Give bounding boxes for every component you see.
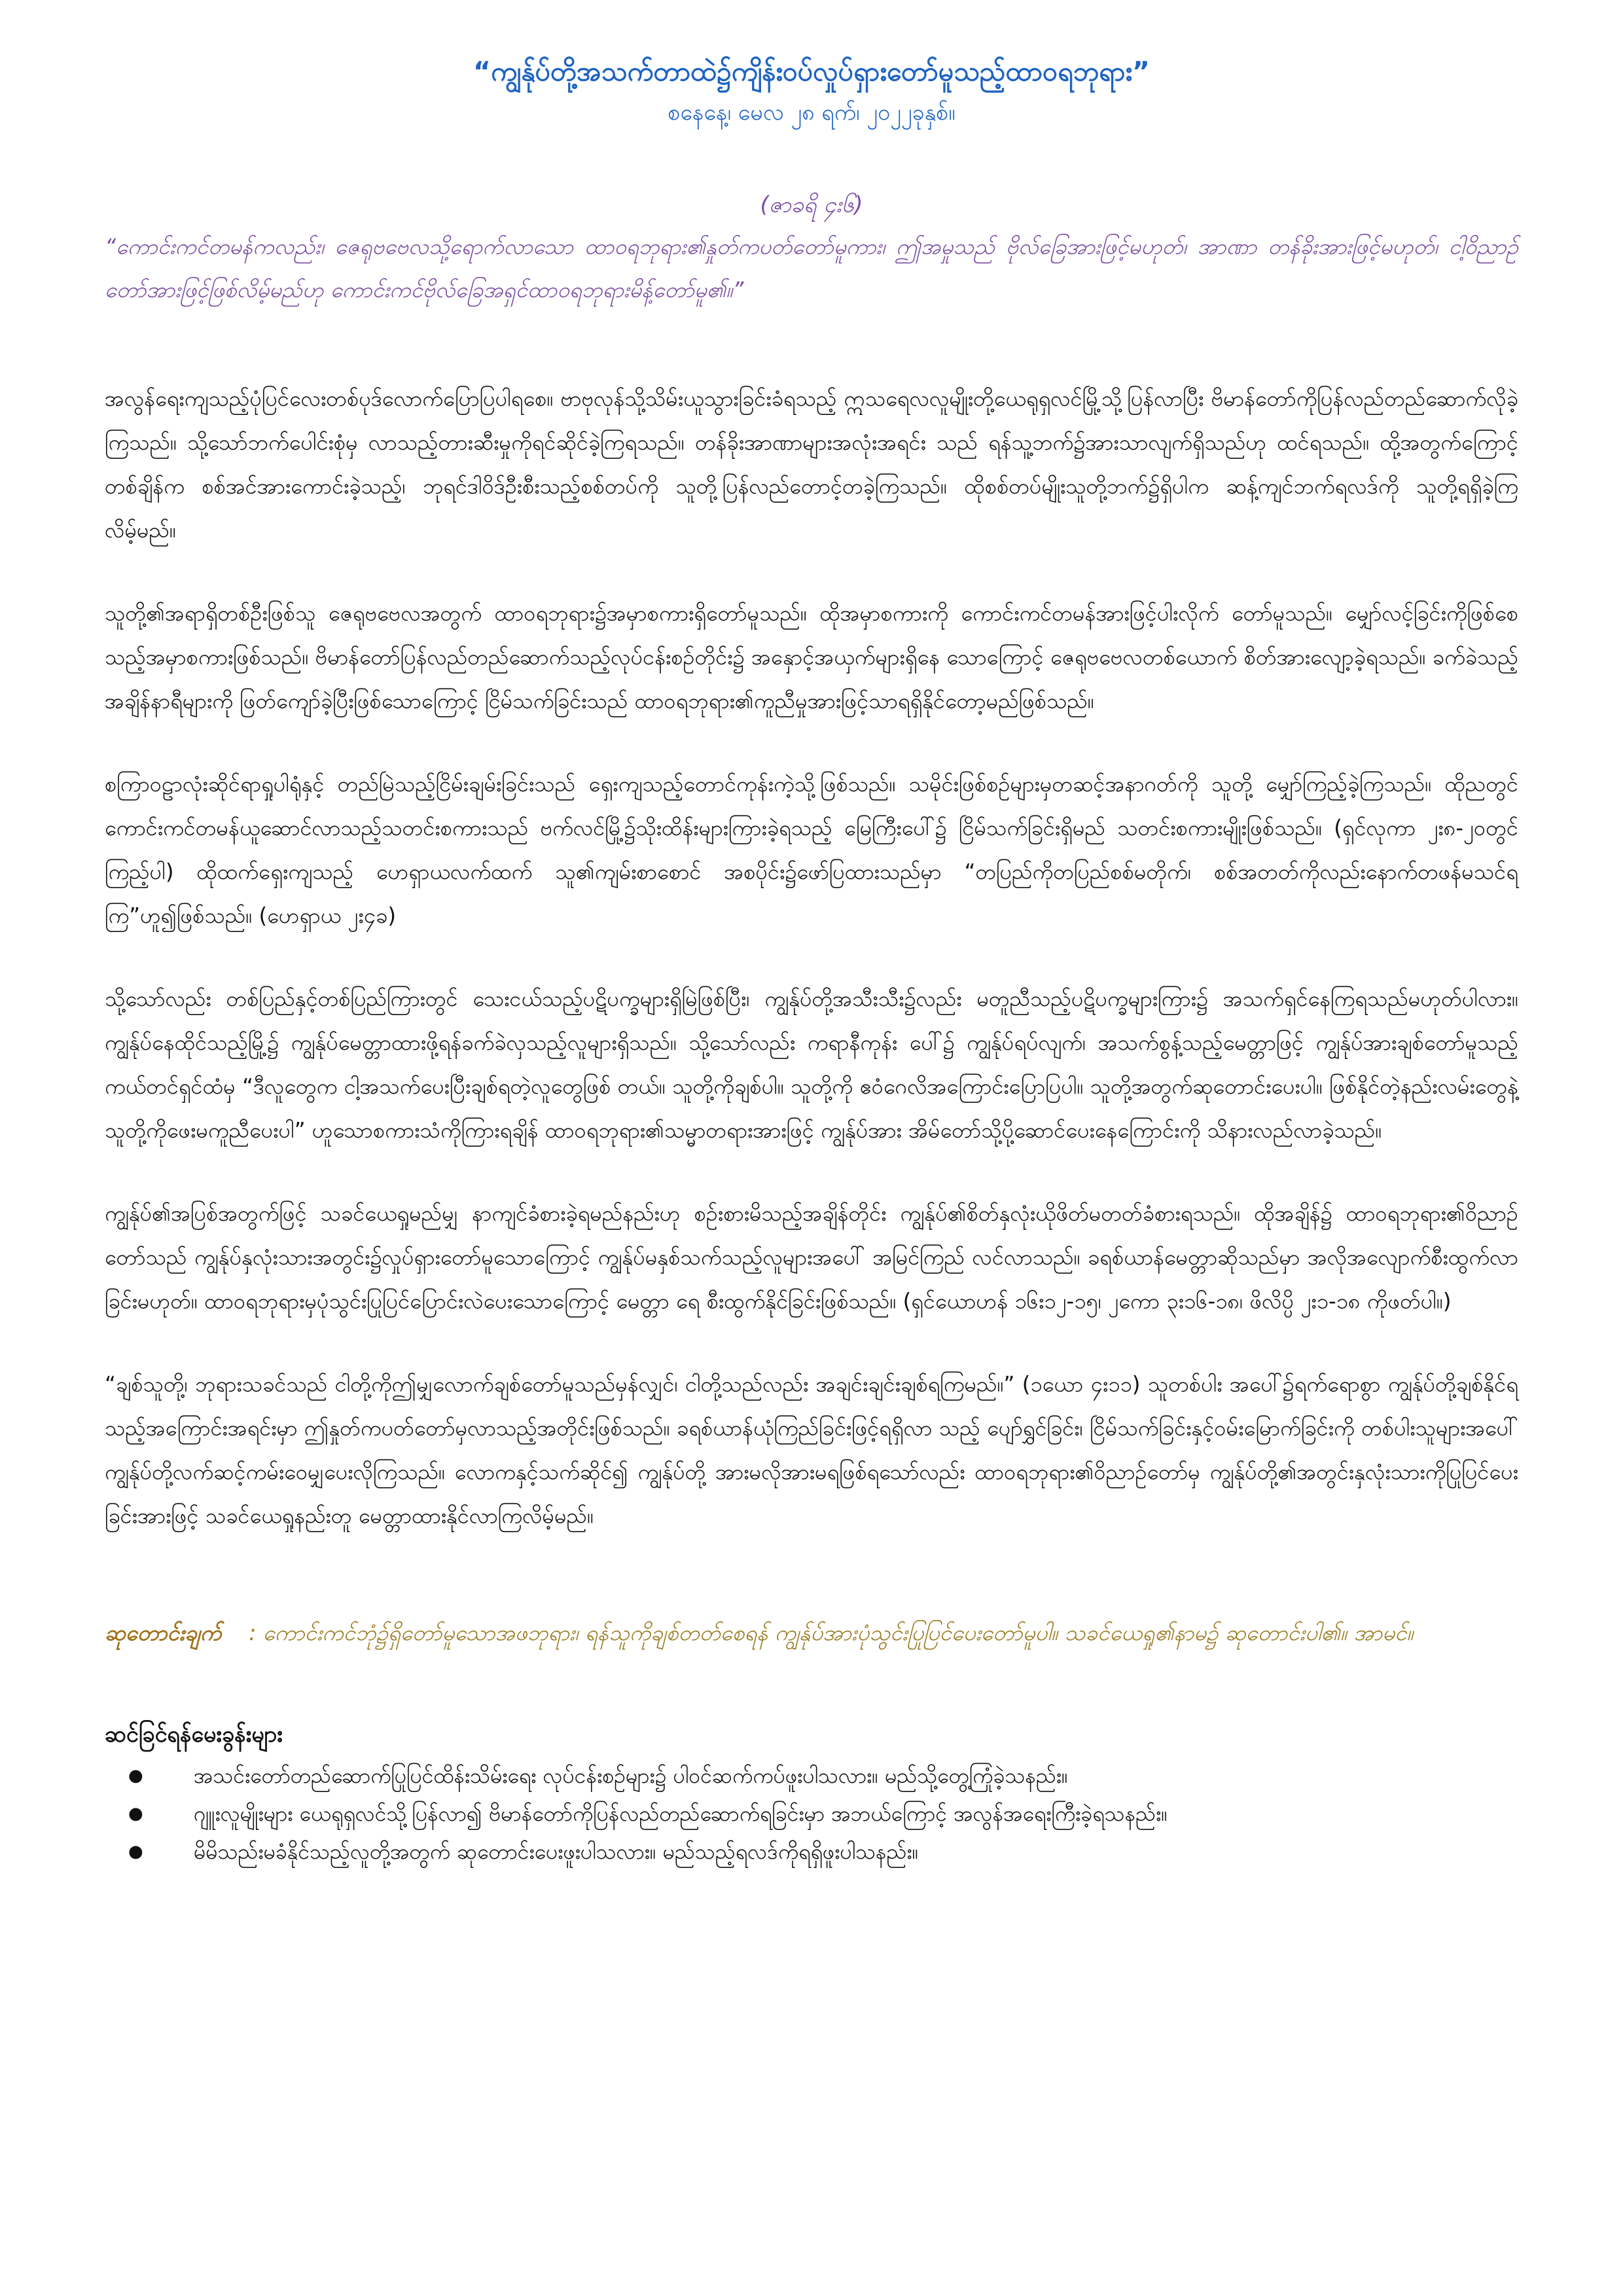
body-paragraph: “ချစ်သူတို့၊ ဘုရားသခင်သည် ငါတို့ကိုဤမျှလောက်ချစ်တော်မူသည်မှန်လျှင်၊ ငါတို့သည်လည်း အချင်းချင်းချစ်ရကြမည်။” (၁ယော ၄း၁၁) သူတစ်ပါး အပေါ်၌ရက်ရောစွာ ကျွန်ုပ်တို့ချစ်နိုင်ရသည့်အကြောင်းအရင်းမှာ ဤနှုတ်ကပတ်တော်မှလာသည့်အတိုင်းဖြစ်သည်။ ခရစ်ယာန်ယုံကြည်ခြင်းဖြင့်ရရှိလာ သည့် ပျော်ရွှင်ခြင်း၊ ငြိမ်သက်ခြင်းနှင့်ဝမ်းမြောက်ခြင်းကို တစ်ပါးသူများအပေါ် ကျွန်ုပ်တို့လက်ဆင့်ကမ်းဝေမျှပေးလိုကြသည်။ လောကနှင့်သက်ဆိုင်၍ ကျွန်ုပ်တို့ အားမလိုအားမရဖြစ်ရသော်လည်း ထာဝရဘုရား၏ဝိညာဉ်တော်မှ ကျွန်ုပ်တို့၏အတွင်းနှလုံးသားကိုပြုပြင်ပေးခြင်းအားဖြင့် သခင်ယေရှုနည်းတူ မေတ္တာထားနိုင်လာကြလိမ့်မည်။ bbox=[105, 1372, 1518, 1528]
bullet-icon: ● bbox=[128, 1842, 143, 1861]
body-paragraph: ကျွန်ုပ်၏အပြစ်အတွက်ဖြင့် သခင်ယေရှုမည်မျှ နာကျင်ခံစားခဲ့ရမည်နည်းဟု စဉ်းစားမိသည့်အချိန်တိုင်း ကျွန်ုပ်၏စိတ်နှလုံးယိုဖိတ်မတတ်ခံစားရသည်။ ထိုအချိန်၌ ထာဝရဘုရား၏ဝိညာဉ်တော်သည် ကျွန်ုပ်နှလုံးသားအတွင်း၌လှုပ်ရှားတော်မူသောကြောင့် ကျွန်ုပ်မနှစ်သက်သည့်လူများအပေါ် အမြင်ကြည် လင်လာသည်။ ခရစ်ယာန်မေတ္တာဆိုသည်မှာ အလိုအလျောက်စီးထွက်လာခြင်းမဟုတ်။ ထာဝရဘုရားမှပုံသွင်းပြုပြင်ပြောင်းလဲပေးသောကြောင့် မေတ္တာ ရေ စီးထွက်နိုင်ခြင်းဖြစ်သည်။ (ရှင်ယောဟန် ၁၆း၁၂-၁၅၊ ၂ကော ၃း၁၆-၁၈၊ ဖိလိပ္ပိ ၂း၁-၁၈ ကိုဖတ်ပါ။) bbox=[105, 1201, 1518, 1314]
scripture-text: “ကောင်းကင်တမန်ကလည်း၊ ဇေရုဗဗေလသို့ရောက်လာသော ထာဝရဘုရား၏နှုတ်ကပတ်တော်မူကား၊ ဤအမှုသည် ဗိုလ်ခြေအားဖြင့်မဟုတ်၊ အာဏာ တန်ခိုးအားဖြင့်မဟုတ်၊ ငါ့ဝိညာဉ်တော်အားဖြင့်ဖြစ်လိမ့်မည်ဟု ကောင်းကင်ဗိုလ်ခြေအရှင်ထာဝရဘုရားမိန့်တော်မူ၏။” bbox=[105, 234, 1518, 302]
scripture-reference: (ဇာခရိ ၄း၆) bbox=[760, 192, 863, 218]
body-paragraph: သို့သော်လည်း တစ်ပြည်နှင့်တစ်ပြည်ကြားတွင် သေးငယ်သည့်ပဋိပက္ခများရှိမြဲဖြစ်ပြီး၊ ကျွန်ုပ်တို့အသီးသီး၌လည်း မတူညီသည့်ပဋိပက္ခများကြား၌ အသက်ရှင်နေကြရသည်မဟုတ်ပါလား။ ကျွန်ုပ်နေထိုင်သည့်မြို့၌ ကျွန်ုပ်မေတ္တာထားဖို့ရန်ခက်ခဲလှသည့်လူများရှိသည်။ သို့သော်လည်း ကရာနီကုန်း ပေါ်၌ ကျွန်ုပ်ရပ်လျက်၊ အသက်စွန့်သည့်မေတ္တာဖြင့် ကျွန်ုပ်အားချစ်တော်မူသည့်ကယ်တင်ရှင်ထံမှ “ဒီလူတွေက ငါ့အသက်ပေးပြီးချစ်ရတဲ့လူတွေဖြစ် တယ်။ သူတို့ကိုချစ်ပါ။ သူတို့ကို ဧဝံဂေလိအကြောင်းပြောပြပါ။ သူတို့အတွက်ဆုတောင်းပေးပါ။ ဖြစ်နိုင်တဲ့နည်းလမ်းတွေနဲ့ သူတို့ကိုဖေးမကူညီပေးပါ” ဟူသောစကားသံကိုကြားရချိန် ထာဝရဘုရား၏သမ္မာတရားအားဖြင့် ကျွန်ုပ်အား အိမ်တော်သို့ပို့ဆောင်ပေးနေကြောင်းကို သိနားလည်လာခဲ့သည်။ bbox=[105, 986, 1518, 1143]
bullet-icon: ● bbox=[128, 1804, 143, 1823]
question-text: မိမိသည်းမခံနိုင်သည့်လူတို့အတွက် ဆုတောင်းပေးဖူးပါသလား။ မည်သည့်ရလဒ်ကိုရရှိဖူးပါသနည်း။ bbox=[194, 1839, 919, 1864]
prayer-label: ဆုတောင်းချက် bbox=[105, 1620, 222, 1645]
list-item bbox=[128, 1833, 1518, 1871]
body-paragraph: စကြာဝဠာလုံးဆိုင်ရာရှုပါရုံနှင့် တည်မြဲသည့်ငြိမ်းချမ်းခြင်းသည် ရှေးကျသည့်တောင်ကုန်းကဲ့သို့ဖြစ်သည်။ သမိုင်းဖြစ်စဉ်များမှတဆင့်အနာဂတ်ကို သူတို့ မျှော်ကြည့်ခဲ့ကြသည်။ ထိုညတွင်ကောင်းကင်တမန်ယူဆောင်လာသည့်သတင်းစကားသည် ဗက်လင်မြို့၌သိုးထိန်းများကြားခဲ့ရသည့် မြေကြီးပေါ်၌ ငြိမ်သက်ခြင်းရှိမည် သတင်းစကားမျိုးဖြစ်သည်။ (ရှင်လုကာ ၂း၈-၂၀တွင်ကြည့်ပါ) ထိုထက်ရှေးကျသည့် ဟေရှာယလက်ထက် သူ၏ကျမ်းစာစောင် အစပိုင်း၌ဖော်ပြထားသည်မှာ “တပြည်ကိုတပြည်စစ်မတိုက်၊ စစ်အတတ်ကိုလည်းနောက်တဖန်မသင်ရကြ”ဟူ၍ဖြစ်သည်။ (ဟေရှာယ ၂း၄ခ) bbox=[105, 772, 1518, 928]
questions-list bbox=[105, 1757, 1518, 1871]
prayer-text: : ကောင်းကင်ဘုံ၌ရှိတော်မူသောအဖဘုရား၊ ရန်သူကိုချစ်တတ်စေရန် ကျွန်ုပ်အားပုံသွင်းပြုပြင်ပေးတော်မူပါ။ သခင်ယေရှု၏နာမ၌ ဆုတောင်းပါ၏။ အာမင်။ bbox=[249, 1620, 1414, 1645]
date-line: စနေနေ့၊ မေလ ၂၈ ရက်၊ ၂၀၂၂ခုနှစ်။ bbox=[668, 99, 955, 126]
bullet-icon: ● bbox=[128, 1766, 143, 1785]
body-paragraph: သူတို့၏အရာရှိတစ်ဦးဖြစ်သူ ဇေရုဗဗေလအတွက် ထာဝရဘုရား၌အမှာစကားရှိတော်မူသည်။ ထိုအမှာစကားကို ကောင်းကင်တမန်အားဖြင့်ပါးလိုက် တော်မူသည်။ မျှော်လင့်ခြင်းကိုဖြစ်စေသည့်အမှာစကားဖြစ်သည်။ ဗိမာန်တော်ပြန်လည်တည်ဆောက်သည့်လုပ်ငန်းစဉ်တိုင်း၌ အနှောင့်အယှက်များရှိနေ သောကြောင့် ဇေရုဗဗေလတစ်ယောက် စိတ်အားလျော့ခဲ့ရသည်။ ခက်ခဲသည့်အချိန်နာရီများကို ဖြတ်ကျော်ခဲ့ပြီးဖြစ်သောကြောင့် ငြိမ်သက်ခြင်းသည် ထာဝရဘုရား၏ကူညီမှုအားဖြင့်သာရရှိနိုင်တော့မည်ဖြစ်သည်။ bbox=[105, 601, 1518, 713]
body-paragraph: အလွန်ရေးကျသည့်ပုံပြင်လေးတစ်ပုဒ်လောက်ပြောပြပါရစေ။ ဗာဗုလုန်သို့သိမ်းယူသွားခြင်းခံရသည့် ဣသရေလလူမျိုးတို့ယေရုရှလင်မြို့သို့ပြန်လာပြီး ဗိမာန်တော်ကိုပြန်လည်တည်ဆောက်လိုခဲ့ကြသည်။ သို့သော်ဘက်ပေါင်းစုံမှ လာသည့်တားဆီးမှုကိုရင်ဆိုင်ခဲ့ကြရသည်။ တန်ခိုးအာဏာများအလုံးအရင်း သည် ရန်သူ့ဘက်၌အားသာလျက်ရှိသည်ဟု ထင်ရသည်။ ထို့အတွက်ကြောင့် တစ်ချိန်က စစ်အင်အားကောင်းခဲ့သည့်၊ ဘုရင်ဒါဝိဒ်ဦးစီးသည့်စစ်တပ်ကို သူတို့ပြန်လည်တောင့်တခဲ့ကြသည်။ ထိုစစ်တပ်မျိုးသူတို့ဘက်၌ရှိပါက ဆန့်ကျင်ဘက်ရလဒ်ကို သူတို့ရရှိခဲ့ကြလိမ့်မည်။ bbox=[105, 386, 1518, 543]
page-title: “ကျွန်ုပ်တို့အသက်တာထဲ၌ကျိန်းဝပ်လှုပ်ရှားတော်မူသည့်ထာဝရဘုရား” bbox=[473, 56, 1150, 87]
questions-heading: ဆင်ခြင်ရန်မေးခွန်းများ bbox=[105, 1721, 283, 1748]
list-item bbox=[128, 1795, 1518, 1833]
list-item bbox=[128, 1757, 1518, 1795]
question-text: အသင်းတော်တည်ဆောက်ပြုပြင်ထိန်းသိမ်းရေး လုပ်ငန်းစဉ်များ၌ ပါဝင်ဆက်ကပ်ဖူးပါသလား။ မည်သို့တွေ့ကြုံခဲ့သနည်း။ bbox=[194, 1763, 1068, 1788]
prayer-block bbox=[105, 1611, 1518, 1655]
question-text: ဂျူးလူမျိုးများ ယေရုရှလင်သို့ပြန်လာ၍ ဗိမာန်တော်ကိုပြန်လည်တည်ဆောက်ရခြင်းမှာ အဘယ်ကြောင့် အလွန်အရေးကြီးခဲ့ရသနည်း။ bbox=[194, 1801, 1168, 1826]
